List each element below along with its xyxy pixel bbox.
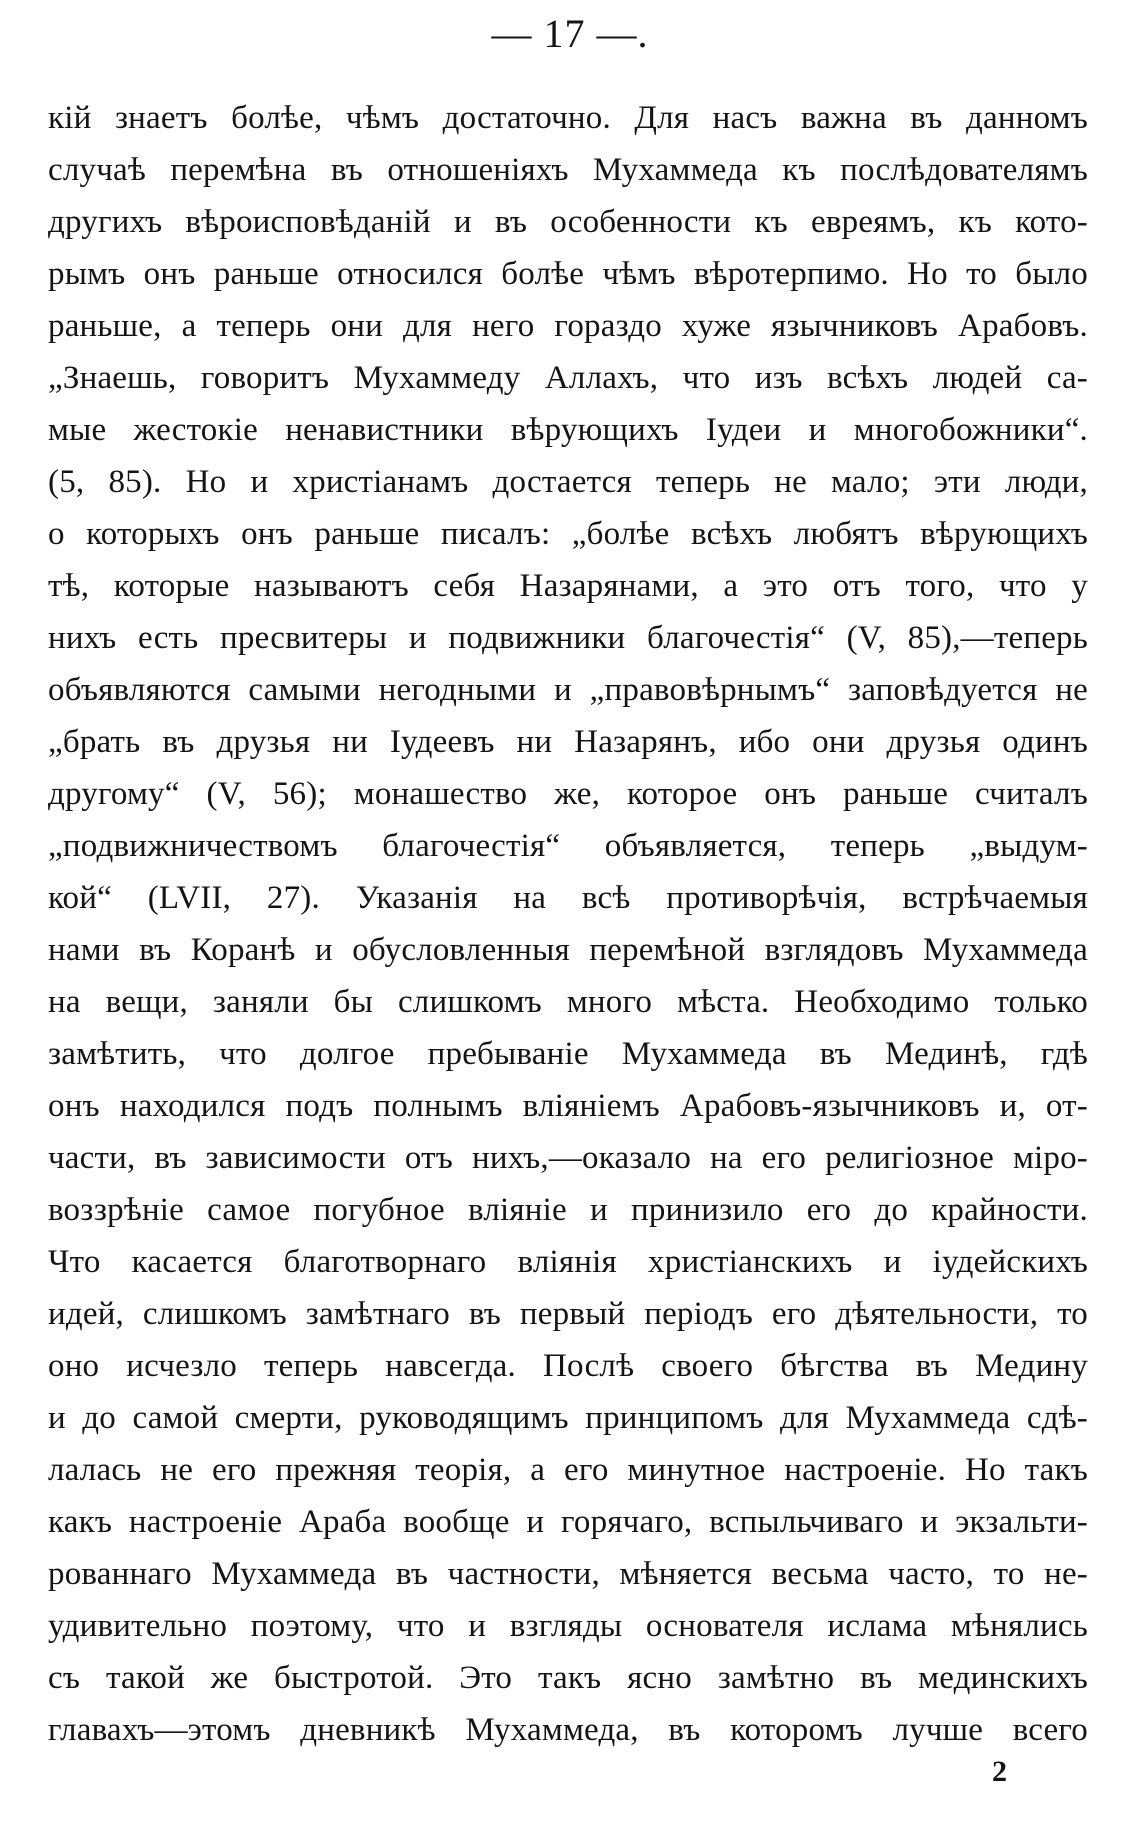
page-number: — 17 —. xyxy=(491,11,649,56)
text-line: Что касается благотворнаго вліянія христіанскихъ и іудейскихъ xyxy=(48,1244,1088,1280)
signature-mark: 2 xyxy=(992,1755,1007,1788)
text-line: рованнаго Мухаммеда въ частности, мѣняется весьма часто, то не- xyxy=(48,1556,1088,1592)
text-line: кій знаетъ болѣе, чѣмъ достаточно. Для насъ важна въ данномъ xyxy=(48,100,1088,136)
text-line: оно исчезло теперь навсегда. Послѣ своего бѣгства въ Медину xyxy=(48,1348,1088,1384)
text-line: другихъ вѣроисповѣданій и въ особенности къ евреямъ, къ кото- xyxy=(48,204,1088,240)
text-line: нихъ есть пресвитеры и подвижники благочестія“ (V, 85),—теперь xyxy=(48,620,1088,656)
text-line: лалась не его прежняя теорія, а его минутное настроеніе. Но такъ xyxy=(48,1452,1088,1488)
text-line: съ такой же быстротой. Это такъ ясно замѣтно въ мединскихъ xyxy=(48,1660,1088,1696)
text-line: кой“ (LVII, 27). Указанія на всѣ противорѣчія, встрѣчаемыя xyxy=(48,880,1088,916)
text-line: на вещи, заняли бы слишкомъ много мѣста. Необходимо только xyxy=(48,984,1088,1020)
text-line: главахъ—этомъ дневникѣ Мухаммеда, въ которомъ лучше всего xyxy=(48,1712,1088,1748)
text-line: рымъ онъ раньше относился болѣе чѣмъ вѣротерпимо. Но то было xyxy=(48,256,1088,292)
text-line: случаѣ перемѣна въ отношеніяхъ Мухаммеда къ послѣдователямъ xyxy=(48,152,1088,188)
text-line: части, въ зависимости отъ нихъ,—оказало на его религіозное міро- xyxy=(48,1140,1088,1176)
text-line: онъ находился подъ полнымъ вліяніемъ Арабовъ-язычниковъ и, от- xyxy=(48,1088,1088,1124)
text-line: какъ настроеніе Араба вообще и горячаго, вспыльчиваго и экзальти- xyxy=(48,1504,1088,1540)
text-line: другому“ (V, 56); монашество же, которое онъ раньше считалъ xyxy=(48,776,1088,812)
text-line: идей, слишкомъ замѣтнаго въ первый періодъ его дѣятельности, то xyxy=(48,1296,1088,1332)
text-line: объявляются самыми негодными и „правовѣрнымъ“ заповѣдуется не xyxy=(48,672,1088,708)
text-line: нами въ Коранѣ и обусловленныя перемѣной взглядовъ Мухаммеда xyxy=(48,932,1088,968)
text-line: „Знаешь, говоритъ Мухаммеду Аллахъ, что изъ всѣхъ людей са- xyxy=(48,360,1088,396)
text-line: и до самой смерти, руководящимъ принципомъ для Мухаммеда сдѣ- xyxy=(48,1400,1088,1436)
text-line: „брать въ друзья ни Іудеевъ ни Назарянъ, ибо они друзья одинъ xyxy=(48,724,1088,760)
text-line: удивительно поэтому, что и взгляды основателя ислама мѣнялись xyxy=(48,1608,1088,1644)
text-line: раньше, а теперь они для него гораздо хуже язычниковъ Арабовъ. xyxy=(48,308,1088,344)
text-line: воззрѣніе самое погубное вліяніе и принизило его до крайности. xyxy=(48,1192,1088,1228)
text-line: мые жестокіе ненавистники вѣрующихъ Іудеи и многобожники“. xyxy=(48,412,1088,448)
text-line: замѣтить, что долгое пребываніе Мухаммеда въ Мединѣ, гдѣ xyxy=(48,1036,1088,1072)
text-line: о которыхъ онъ раньше писалъ: „болѣе всѣхъ любятъ вѣрующихъ xyxy=(48,516,1088,552)
text-line: (5, 85). Но и христіанамъ достается теперь не мало; эти люди, xyxy=(48,464,1088,500)
body-text xyxy=(48,92,1088,1756)
text-line: тѣ, которые называютъ себя Назарянами, а это отъ того, что у xyxy=(48,568,1088,604)
text-line: „подвижничествомъ благочестія“ объявляется, теперь „выдум- xyxy=(48,828,1088,864)
